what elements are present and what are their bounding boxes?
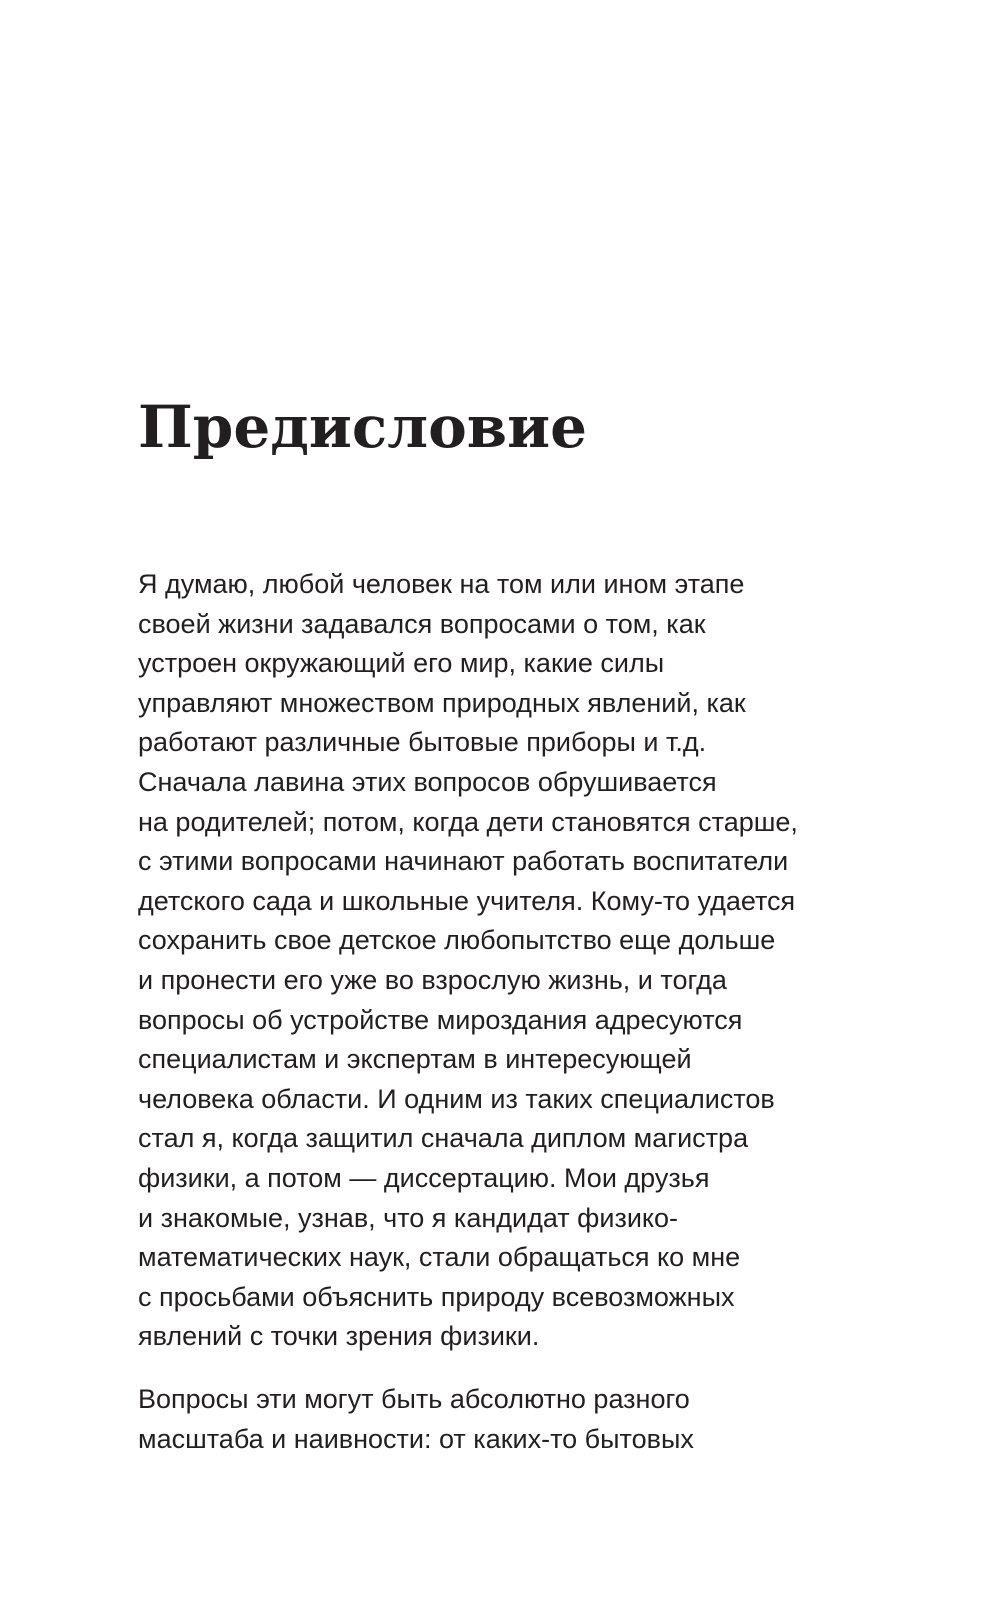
text-line: с этими вопросами начинают работать воспитатели bbox=[138, 846, 789, 877]
text-line: управляют множеством природных явлений, как bbox=[138, 687, 746, 718]
text-line: сохранить свое детское любопытство еще дольше bbox=[138, 925, 776, 956]
text-line: человека области. И одним из таких специалистов bbox=[138, 1083, 775, 1114]
text-line: и пронести его уже во взрослую жизнь, и тогда bbox=[138, 964, 727, 995]
text-line: математических наук, стали обращаться ко мне bbox=[138, 1242, 741, 1273]
body-paragraph-1 bbox=[138, 565, 798, 1357]
text-line: на родителей; потом, когда дети становятся старше, bbox=[138, 806, 798, 837]
text-line: физики, а потом — диссертацию. Мои друзья bbox=[138, 1162, 710, 1193]
text-line: устроен окружающий его мир, какие силы bbox=[138, 648, 665, 679]
text-line: стал я, когда защитил сначала диплом магистра bbox=[138, 1123, 749, 1154]
body-paragraph-2 bbox=[138, 1380, 694, 1459]
text-line: детского сада и школьные учителя. Кому-то удается bbox=[138, 885, 796, 916]
text-line: явлений с точки зрения физики. bbox=[138, 1321, 540, 1352]
chapter-title: Предисловие bbox=[138, 393, 588, 461]
text-line: масштаба и наивности: от каких-то бытовых bbox=[138, 1423, 694, 1454]
text-line: своей жизни задавался вопросами о том, как bbox=[138, 608, 706, 639]
text-line: Сначала лавина этих вопросов обрушивается bbox=[138, 766, 717, 797]
text-line: Я думаю, любой человек на том или ином этапе bbox=[138, 569, 745, 599]
text-line: Вопросы эти могут быть абсолютно разного bbox=[138, 1384, 690, 1414]
text-line: вопросы об устройстве мироздания адресуются bbox=[138, 1004, 743, 1035]
text-line: работают различные бытовые приборы и т.д. bbox=[138, 727, 707, 758]
text-line: с просьбами объяснить природу всевозможных bbox=[138, 1281, 735, 1312]
text-line: и знакомые, узнав, что я кандидат физико- bbox=[138, 1202, 679, 1233]
text-line: специалистам и экспертам в интересующей bbox=[138, 1044, 692, 1075]
